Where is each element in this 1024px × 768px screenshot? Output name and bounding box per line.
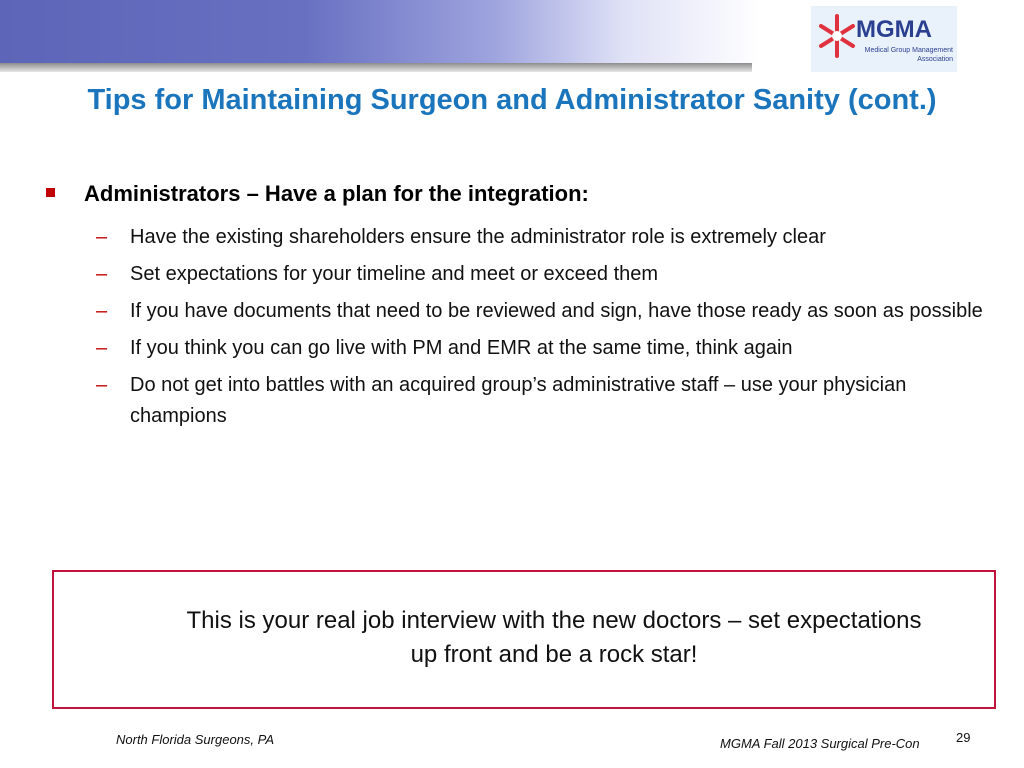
list-item <box>96 259 986 290</box>
slide-title: Tips for Maintaining Surgeon and Administrator Sanity (cont.) <box>87 84 937 116</box>
logo-star-icon <box>817 12 857 60</box>
dash-bullet-icon: – <box>96 374 108 396</box>
list-item-text: Have the existing shareholders ensure the administrator role is extremely clear <box>130 226 826 248</box>
page-number: 29 <box>956 730 971 745</box>
mgma-logo <box>811 6 957 72</box>
dash-bullet-icon: – <box>96 263 108 285</box>
footer-event: MGMA Fall 2013 Surgical Pre-Con <box>720 736 920 751</box>
logo-wordmark: MGMA <box>856 16 932 43</box>
dash-bullet-icon: – <box>96 300 108 322</box>
list-item <box>96 296 986 327</box>
dash-bullet-icon: – <box>96 337 108 359</box>
list-item <box>96 370 986 432</box>
list-item <box>96 333 986 364</box>
list-item-text: Do not get into battles with an acquired group’s administrative staff – use your physician champions <box>130 374 907 427</box>
header-rule <box>0 63 752 72</box>
sub-bullet-list <box>96 222 986 438</box>
callout-box <box>52 570 996 709</box>
list-item-text: Set expectations for your timeline and meet or exceed them <box>130 263 659 285</box>
logo-subtitle: Medical Group Management Association <box>864 47 953 63</box>
list-item-text: If you have documents that need to be reviewed and sign, have those ready as soon as possible <box>130 300 983 322</box>
footer-organization: North Florida Surgeons, PA <box>116 732 274 747</box>
list-item <box>96 222 986 253</box>
list-item-text: If you think you can go live with PM and EMR at the same time, think again <box>130 337 793 359</box>
callout-text: This is your real job interview with the new doctors – set expectations up front and be a rock star! <box>186 607 922 668</box>
header-band <box>0 0 760 65</box>
dash-bullet-icon: – <box>96 226 108 248</box>
main-bullet-text: Administrators – Have a plan for the integration: <box>84 181 589 206</box>
square-bullet-icon <box>46 188 55 197</box>
